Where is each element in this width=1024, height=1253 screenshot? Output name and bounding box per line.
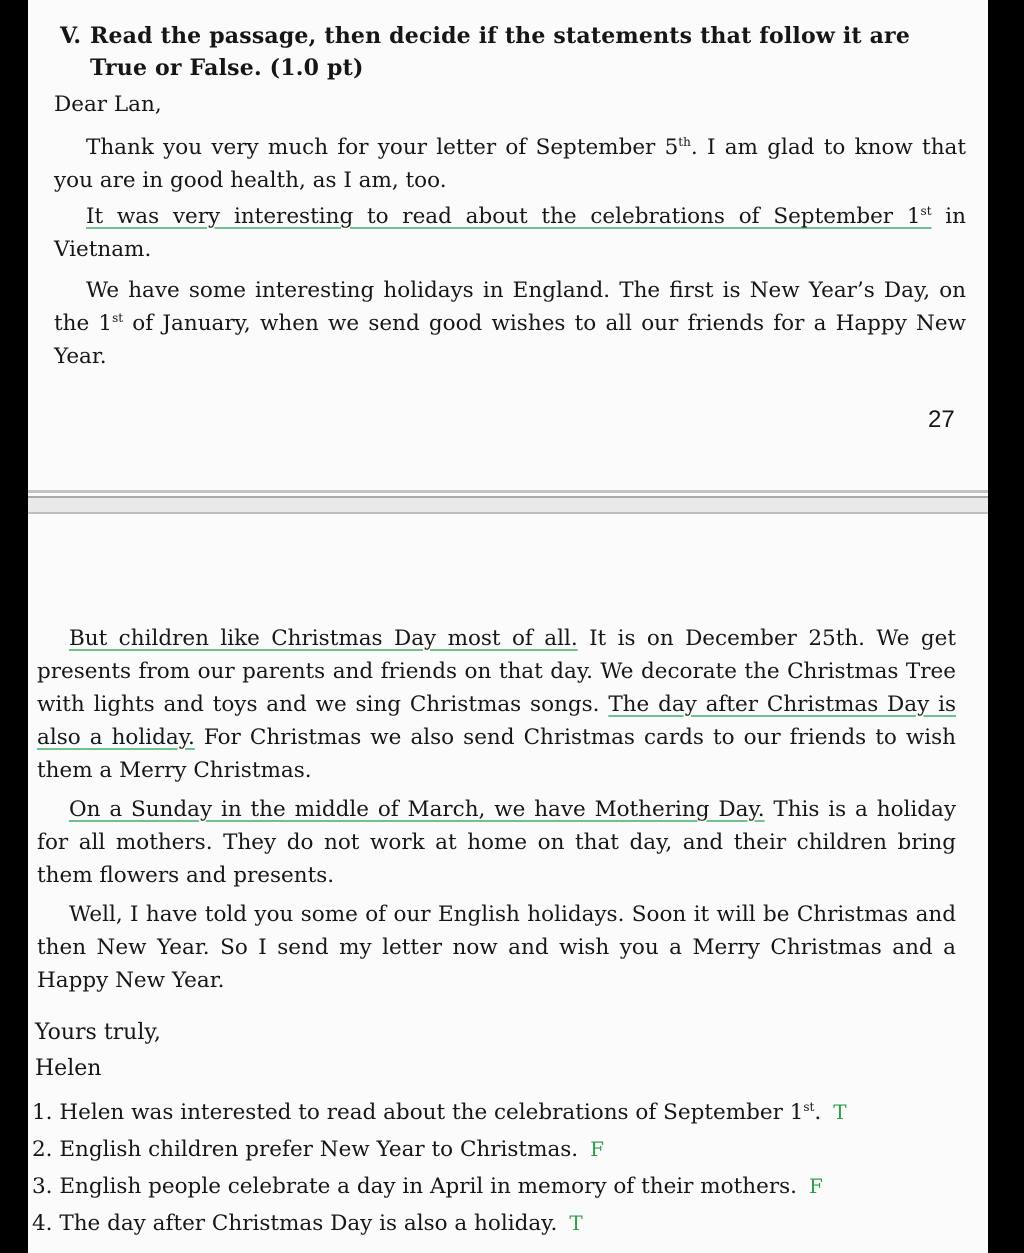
answer-mark: T: [569, 1211, 583, 1235]
salutation: Dear Lan,: [54, 92, 162, 117]
paragraph-3: We have some interesting holidays in England. The first is New Year’s Day, on the 1st of January, when we send good wishes to all our friends for a Happy New Year.: [54, 278, 966, 369]
paragraph-2: It was very interesting to read about the celebrations of September 1st in Vietnam.: [54, 203, 966, 262]
statement-1: 1. Helen was interested to read about the celebrations of September 1st. T: [32, 1099, 847, 1125]
answer-mark: F: [808, 1174, 823, 1198]
page-divider: [28, 490, 988, 493]
underlined-sentence: It was very interesting to read about the celebrations of September 1st: [86, 203, 932, 229]
statement-4: 4. The day after Christmas Day is also a holiday. T: [32, 1211, 583, 1236]
page-number: 27: [928, 406, 955, 433]
instruction-line-2: True or False. (1.0 pt): [90, 55, 364, 81]
statement-list: [32, 1094, 972, 1242]
instruction-line-1: Read the passage, then decide if the statements that follow it are: [90, 23, 911, 49]
statement-2: 2. English children prefer New Year to Christmas. F: [32, 1137, 605, 1162]
exercise-heading: [60, 20, 980, 84]
paragraph-6: Well, I have told you some of our English holidays. Soon it will be Christmas and then New Year. So I send my letter now and wish you a Merry Christmas and a Happy New Year.: [37, 902, 956, 993]
page-bottom: [28, 514, 988, 1253]
paragraph-5: On a Sunday in the middle of March, we have Mothering Day. This is a holiday for all mothers. They do not work at home on that day, and their children bring them flowers and presents.: [37, 797, 956, 888]
underlined-sentence: The day after Christmas Day is also a holiday.: [37, 692, 956, 750]
signature: Helen: [35, 1056, 102, 1081]
closing: Yours truly,: [35, 1020, 161, 1045]
page-top: [28, 0, 988, 496]
exercise-number: V.: [60, 23, 82, 49]
paragraph-1: Thank you very much for your letter of September 5th. I am glad to know that you are in good health, as I am, too.: [54, 134, 967, 193]
statement-3: 3. English people celebrate a day in April in memory of their mothers. F: [32, 1174, 823, 1199]
paragraph-4: But children like Christmas Day most of all. It is on December 25th. We get presents from our parents and friends on that day. We decorate the Christmas Tree with lights and toys and we sing Christmas songs. The day after Christmas Day is also a holiday. For Christmas we also send Christmas cards to our friends to wish them a Merry Christmas.: [37, 626, 956, 783]
answer-mark: T: [833, 1100, 847, 1124]
answer-mark: F: [590, 1137, 605, 1161]
page-gap: [28, 496, 988, 514]
underlined-sentence: But children like Christmas Day most of all.: [69, 626, 578, 651]
underlined-sentence: On a Sunday in the middle of March, we have Mothering Day.: [69, 797, 765, 822]
